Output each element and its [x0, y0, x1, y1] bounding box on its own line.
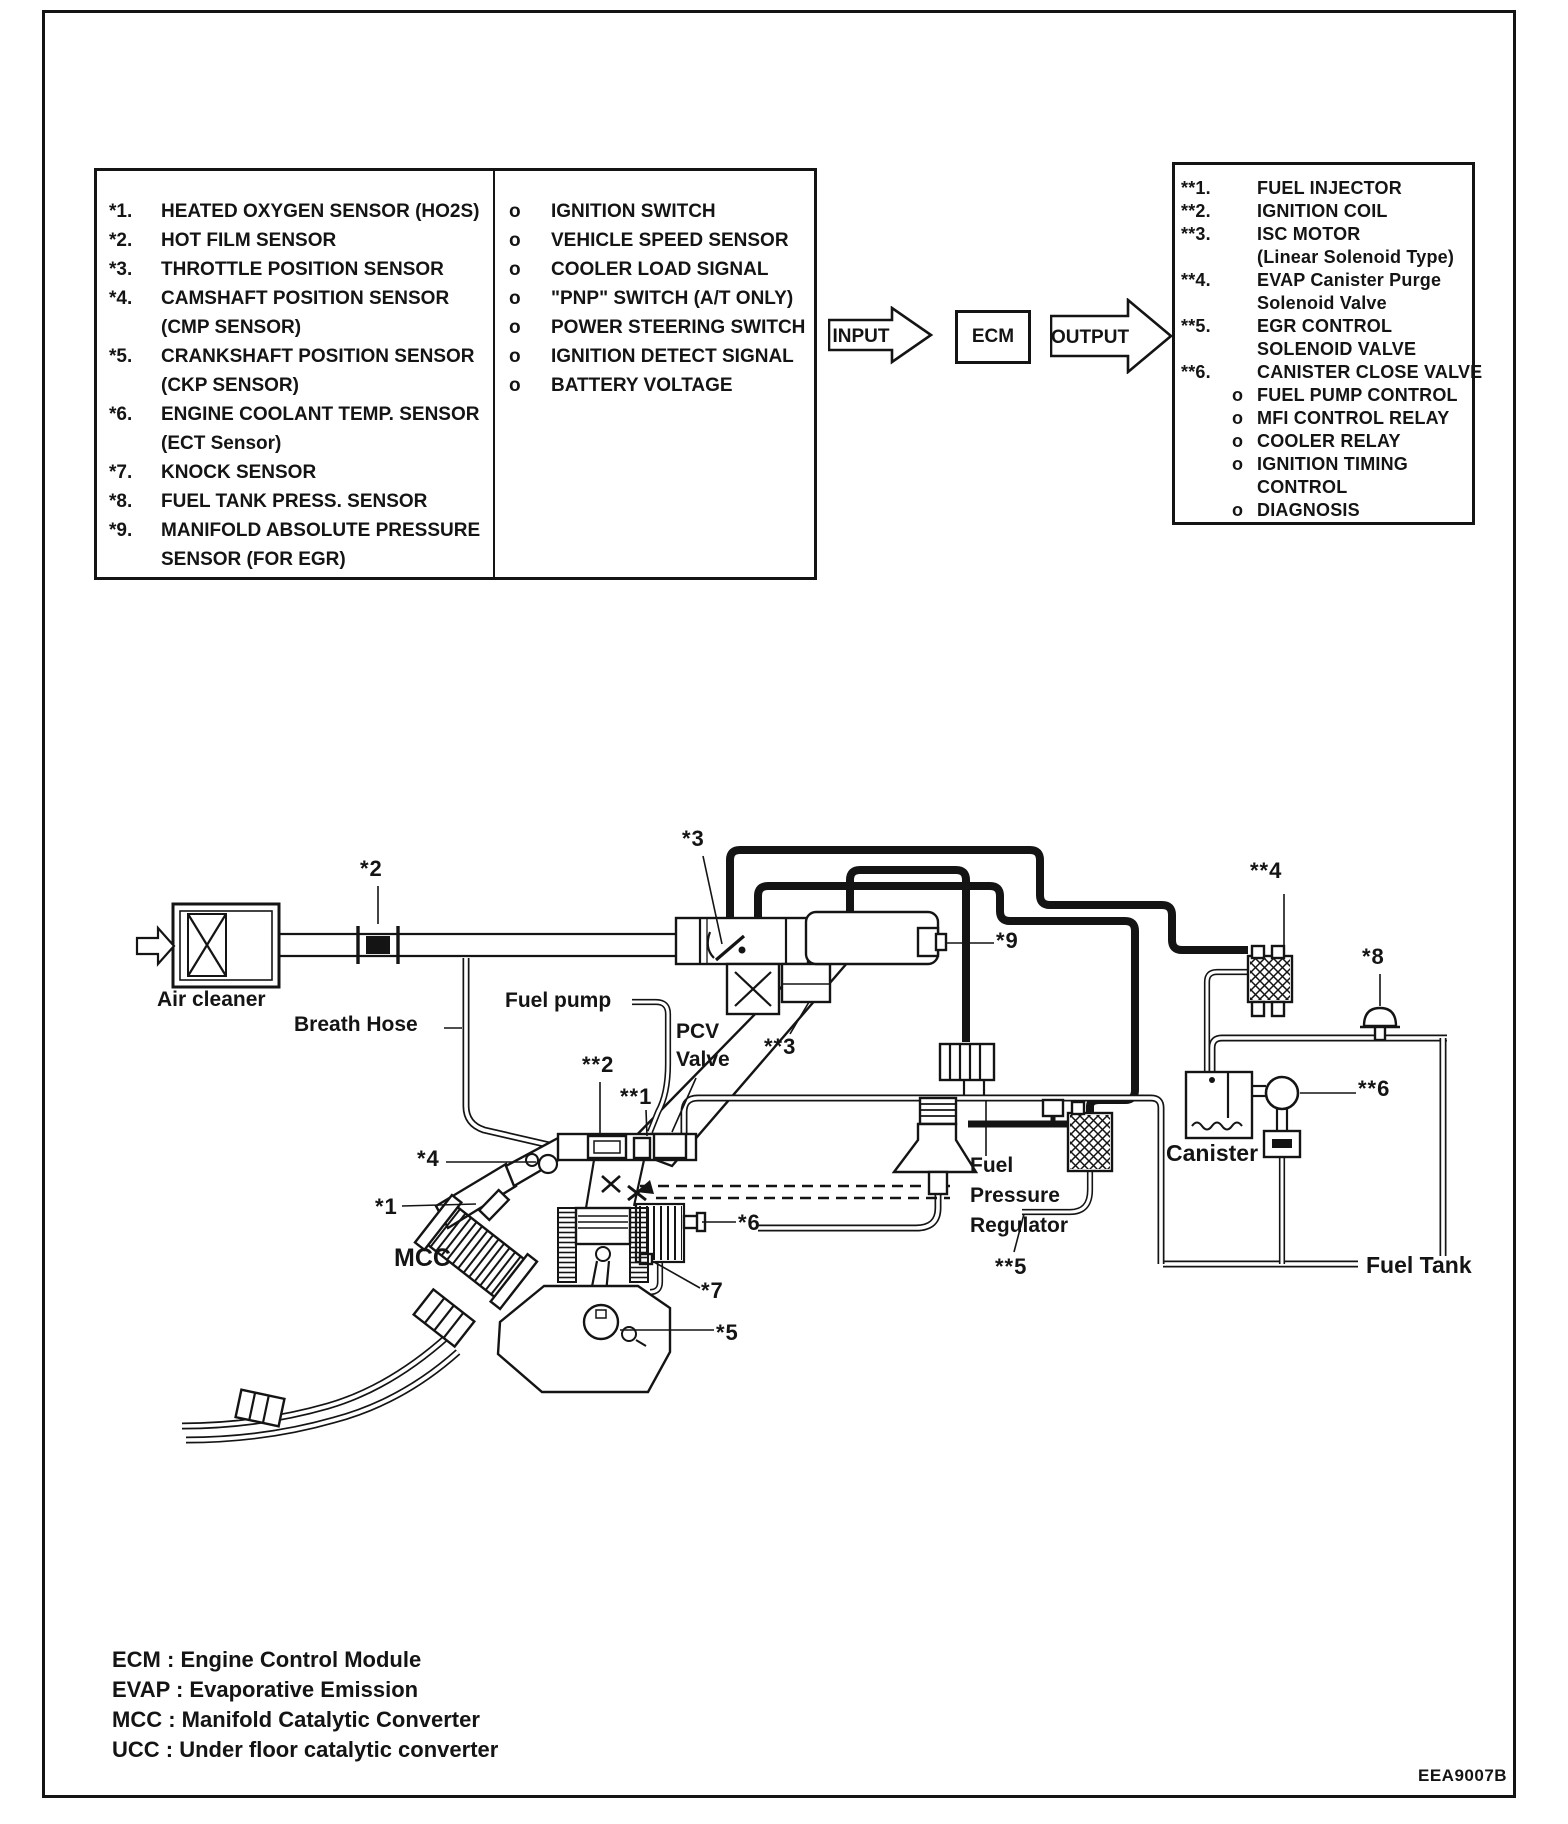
fuel-feed-line [968, 1100, 1072, 1124]
legend-line: EVAP : Evaporative Emission [112, 1677, 419, 1702]
callout-44: **4 [1250, 858, 1283, 883]
callout-55: **5 [995, 1254, 1028, 1279]
fpr-label-2: Pressure [970, 1184, 1060, 1207]
canister-drawing [1186, 1072, 1266, 1138]
callout-9: *9 [996, 928, 1019, 953]
input-row: o COOLER LOAD SIGNAL [509, 259, 769, 280]
callout-3: *3 [682, 826, 705, 851]
callout-1: *1 [375, 1194, 398, 1219]
sensor-row: (ECT Sensor) [161, 433, 282, 454]
legend-line: UCC : Under floor catalytic converter [112, 1737, 499, 1762]
airflow-arrow-icon [137, 928, 174, 964]
dashed-fuel-lines [640, 1186, 950, 1198]
sensor-row: *2. HOT FILM SENSOR [109, 230, 337, 251]
callout-11: **1 [620, 1084, 653, 1109]
canister-close-valve-drawing [1264, 1077, 1300, 1157]
sensor-row: *7. KNOCK SENSOR [109, 462, 317, 483]
sensor-row: *8. FUEL TANK PRESS. SENSOR [109, 491, 428, 512]
output-row: o IGNITION TIMING [1232, 454, 1408, 474]
mcc-drawing [236, 1190, 537, 1426]
input-row: o "PNP" SWITCH (A/T ONLY) [509, 288, 794, 309]
input-row: o BATTERY VOLTAGE [509, 375, 733, 396]
input-row: o IGNITION DETECT SIGNAL [509, 346, 794, 367]
pcv-valve-label-2: Valve [676, 1048, 730, 1071]
sensor-row: *6. ENGINE COOLANT TEMP. SENSOR [109, 404, 480, 425]
output-row: **1. FUEL INJECTOR [1181, 178, 1402, 198]
output-row: Solenoid Valve [1257, 293, 1387, 313]
fpr-label-1: Fuel [970, 1154, 1014, 1177]
output-row: o COOLER RELAY [1232, 431, 1401, 451]
abbreviation-legend [112, 1645, 498, 1765]
hot-film-sensor-drawing [358, 926, 398, 964]
engine-block-drawing [498, 1208, 670, 1392]
purge-solenoid-drawing [1248, 946, 1292, 1016]
air-cleaner-drawing [137, 904, 279, 987]
egr-valve-drawing [940, 1044, 994, 1096]
output-row: o MFI CONTROL RELAY [1232, 408, 1450, 428]
pcv-valve-drawing [654, 1134, 686, 1158]
fuel-pump-label: Fuel pump [505, 989, 612, 1012]
output-row: **6. CANISTER CLOSE VALVE [1181, 362, 1483, 382]
output-row: **5. EGR CONTROL [1181, 316, 1393, 336]
output-row: **3. ISC MOTOR [1181, 224, 1361, 244]
mcc-label: MCC [394, 1244, 451, 1272]
canister-label: Canister [1166, 1140, 1259, 1166]
callout-5: *5 [716, 1320, 739, 1345]
sensor-row: SENSOR (FOR EGR) [161, 549, 346, 570]
input-arrow-label: INPUT [832, 326, 890, 347]
callout-2: *2 [360, 856, 383, 881]
callout-8: *8 [1362, 944, 1385, 969]
callout-6: *6 [738, 1210, 761, 1235]
callout-33: **3 [764, 1034, 797, 1059]
output-arrow-label: OUTPUT [1050, 327, 1130, 348]
callout-66: **6 [1358, 1076, 1391, 1101]
sensor-row: *1. HEATED OXYGEN SENSOR (HO2S) [109, 201, 480, 222]
air-cleaner-label: Air cleaner [157, 988, 266, 1011]
output-row: o DIAGNOSIS [1232, 500, 1360, 520]
output-row: CONTROL [1257, 477, 1348, 497]
legend-line: MCC : Manifold Catalytic Converter [112, 1707, 480, 1732]
input-row: o IGNITION SWITCH [509, 201, 716, 222]
output-row: **4. EVAP Canister Purge [1181, 270, 1442, 290]
cmp-sensor-drawing [539, 1155, 557, 1173]
callout-4: *4 [417, 1146, 440, 1171]
pcv-valve-label: PCV [676, 1020, 720, 1043]
input-row: o VEHICLE SPEED SENSOR [509, 230, 789, 251]
fuel-tank-label: Fuel Tank [1366, 1252, 1472, 1278]
sensor-row: (CKP SENSOR) [161, 375, 299, 396]
breath-hose-label: Breath Hose [294, 1013, 418, 1036]
figure-code: EEA9007B [1418, 1766, 1508, 1785]
surge-tank-drawing [806, 912, 946, 964]
sensor-row: (CMP SENSOR) [161, 317, 302, 338]
fuel-injector-drawing [634, 1138, 650, 1158]
callout-22: **2 [582, 1052, 615, 1077]
fpr-label-3: Regulator [970, 1214, 1069, 1237]
input-row: o POWER STEERING SWITCH [509, 317, 806, 338]
output-row: **2. IGNITION COIL [1181, 201, 1388, 221]
output-row: (Linear Solenoid Type) [1257, 247, 1455, 267]
fuel-pressure-regulator-drawing [894, 1098, 976, 1194]
callout-7: *7 [701, 1278, 724, 1303]
output-row: o FUEL PUMP CONTROL [1232, 385, 1458, 405]
sensor-row: *4. CAMSHAFT POSITION SENSOR [109, 288, 450, 309]
sensor-row: *5. CRANKSHAFT POSITION SENSOR [109, 346, 475, 367]
legend-line: ECM : Engine Control Module [112, 1647, 422, 1672]
ecm-box: ECM [955, 310, 1031, 364]
output-row: SOLENOID VALVE [1257, 339, 1417, 359]
egr-solenoid-drawing [1068, 1102, 1112, 1171]
sensor-row: *3. THROTTLE POSITION SENSOR [109, 259, 444, 280]
intake-pipe-drawing [279, 934, 678, 956]
sensor-row: *9. MANIFOLD ABSOLUTE PRESSURE [109, 520, 481, 541]
